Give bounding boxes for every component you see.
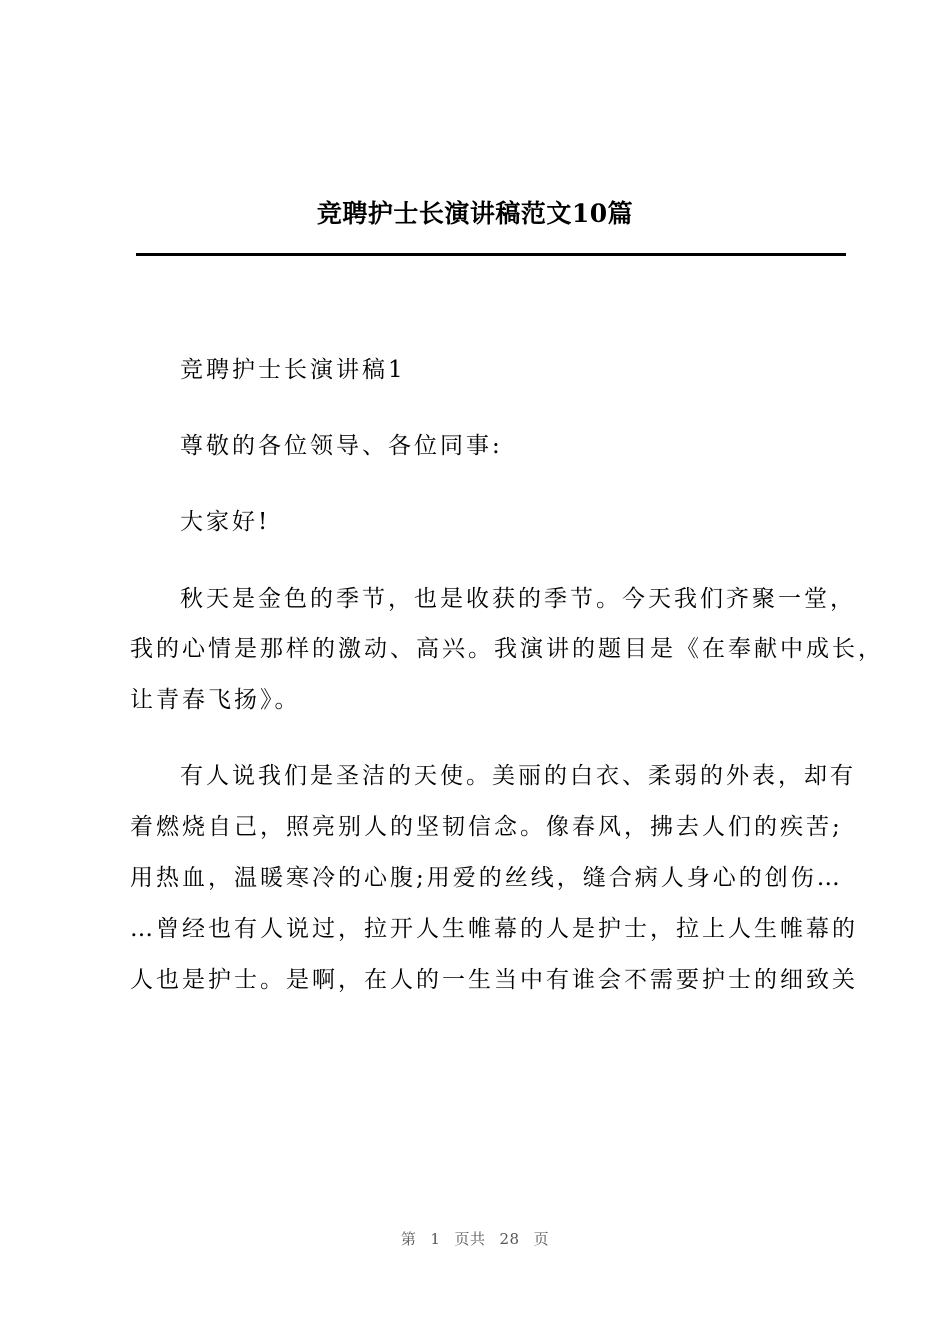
footer-suffix: 页 [533,1230,550,1248]
document-body [130,345,884,1031]
greeting [130,497,860,548]
text-line: 用热血，温暖寒冷的心腹;用爱的丝线，缝合病人身心的创伤… [130,864,843,891]
section-heading [130,345,860,396]
text-line: 着燃烧自己，照亮别人的坚韧信念。像春风，拂去人们的疾苦; [130,814,843,841]
footer-prefix: 第 [400,1230,417,1248]
text-line: 秋天是金色的季节，也是收获的季节。今天我们齐聚一堂， [180,585,856,612]
text-line: 竞聘护士长演讲稿1 [180,357,406,383]
text-line: 让青春飞扬》。 [130,687,301,714]
footer-page-number: 1 [430,1230,441,1248]
document-title: 竞聘护士长演讲稿范文10篇 [316,199,634,228]
footer-total-pages: 28 [499,1230,520,1248]
text-line: 大家好! [180,509,271,536]
text-line: 人也是护士。是啊，在人的一生当中有谁会不需要护士的细致关 [130,966,858,993]
page-footer [0,1228,950,1249]
text-line: …曾经也有人说过，拉开人生帷幕的人是护士，拉上人生帷幕的 [130,915,858,942]
title-underline [136,253,846,256]
text-line: 尊敬的各位领导、各位同事: [180,433,503,460]
body-paragraph [130,574,884,726]
footer-middle: 页共 [454,1230,486,1248]
text-line: 有人说我们是圣洁的天使。美丽的白衣、柔弱的外表，却有 [180,763,856,790]
text-line: 我的心情是那样的激动、高兴。我演讲的题目是《在奉献中成长， [130,636,884,663]
body-paragraph [130,751,860,1005]
salutation [130,421,860,472]
